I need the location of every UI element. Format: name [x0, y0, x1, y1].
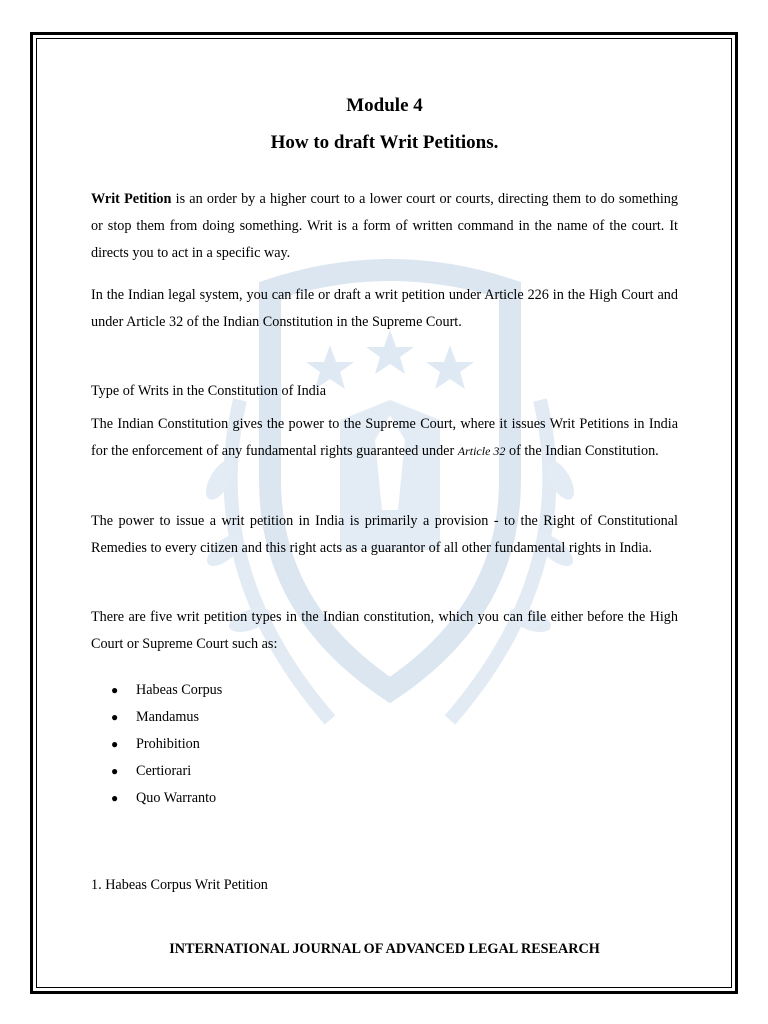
constitution-power-text-b: of the Indian Constitution. [505, 443, 659, 459]
paragraph-constitutional-remedies: The power to issue a writ petition in India is primarily a provision - to the Right of Constitutional Remedies to every citizen and this right acts as a guarantor of all other fundamental rights in India. [91, 513, 678, 556]
paragraph-writ-types-intro: There are five writ petition types in the Indian constitution, which you can file either before the High Court or Supreme Court such as: [91, 609, 678, 652]
list-item-label: Certiorari [136, 763, 192, 779]
paragraph-legal-system: In the Indian legal system, you can file or draft a writ petition under Article 226 in the High Court and under Article 32 of the Indian Constitution in the Supreme Court. [91, 287, 678, 330]
bullet-icon: ● [111, 764, 119, 778]
list-item-label: Mandamus [136, 709, 200, 725]
list-item [91, 677, 222, 704]
article-reference: Article 32 [457, 444, 506, 458]
paragraph-writ-definition [91, 186, 678, 267]
bullet-icon: ● [111, 683, 119, 697]
bullet-icon: ● [111, 791, 119, 805]
list-item [91, 704, 222, 731]
journal-footer: INTERNATIONAL JOURNAL OF ADVANCED LEGAL RESEARCH [169, 941, 600, 957]
list-item [91, 785, 222, 812]
writ-petition-term: Writ Petition [91, 191, 172, 207]
writ-types-list [91, 677, 222, 812]
section-heading: Type of Writs in the Constitution of India [91, 383, 326, 399]
module-title: Module 4 [346, 95, 423, 116]
paragraph-constitution-power [91, 411, 678, 465]
bullet-icon: ● [111, 737, 119, 751]
list-item [91, 731, 222, 758]
bullet-icon: ● [111, 710, 119, 724]
list-item [91, 758, 222, 785]
constitution-power-text-a: The Indian Constitution gives the power to the Supreme Court, where it issues Writ Petitions in India for the enforcement of any fundamental rights guaranteed under [91, 416, 678, 459]
list-item-label: Prohibition [136, 736, 200, 752]
subsection-heading: 1. Habeas Corpus Writ Petition [91, 877, 268, 893]
page-title: How to draft Writ Petitions. [270, 132, 499, 153]
list-item-label: Habeas Corpus [136, 682, 223, 698]
list-item-label: Quo Warranto [136, 790, 217, 806]
writ-definition-text: is an order by a higher court to a lower court or courts, directing them to do something or stop them from doing something. Writ is a form of written command in the name of the court. It directs you to act in a specific way. [91, 191, 678, 261]
